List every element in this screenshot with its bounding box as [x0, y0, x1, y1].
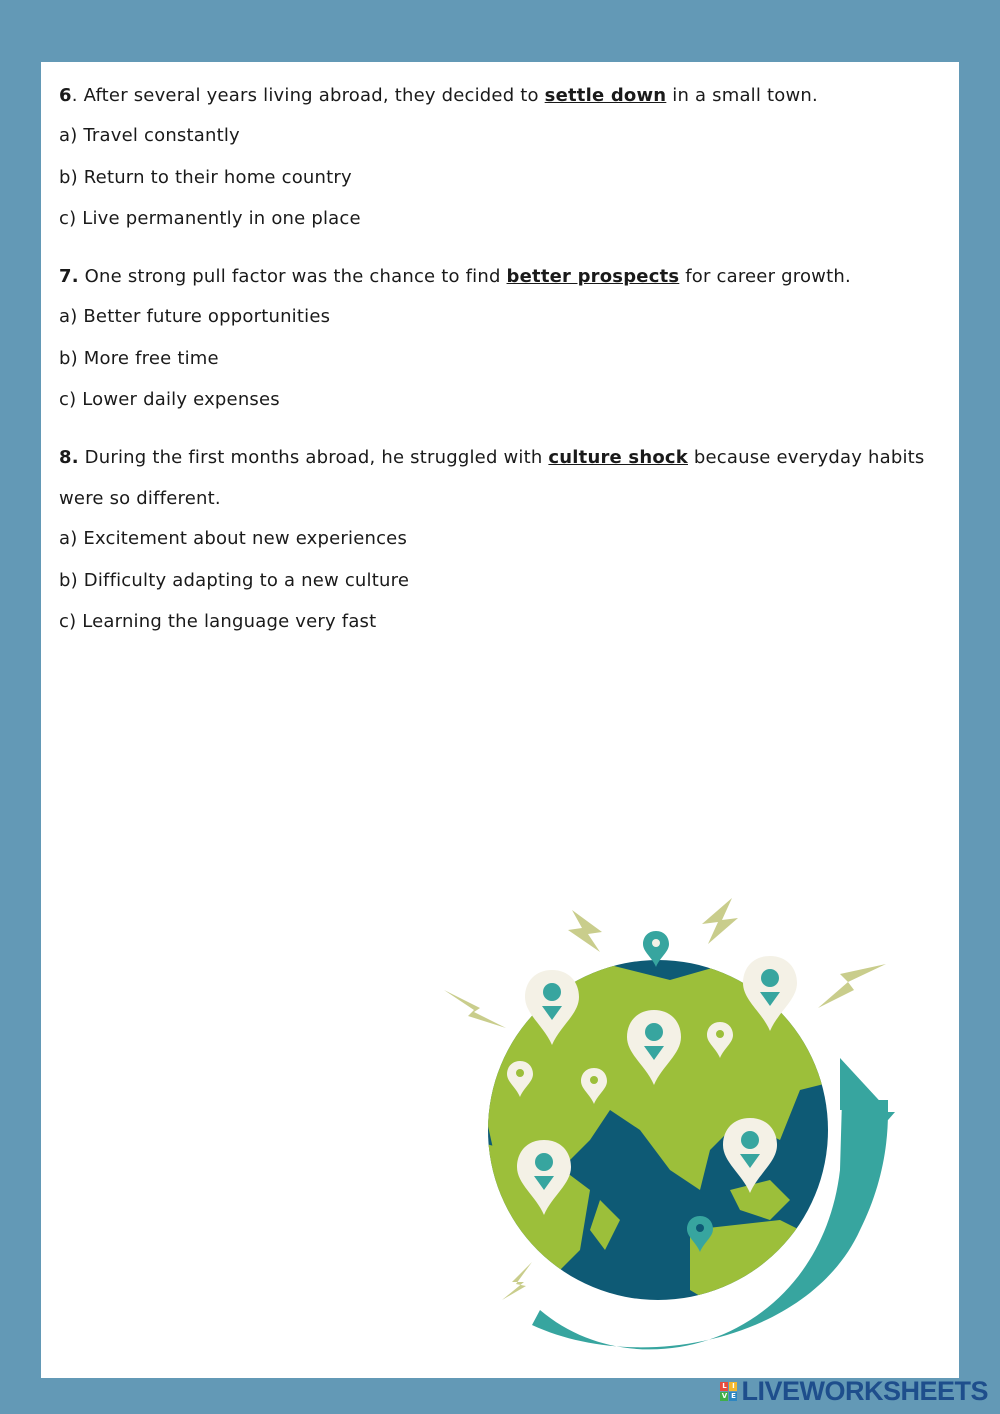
liveworksheets-logo[interactable] [720, 1376, 988, 1406]
option-6b[interactable]: b) Return to their home country [59, 167, 352, 188]
question-text-before: After several years living abroad, they decided to [77, 85, 545, 106]
question-7 [59, 256, 941, 297]
option-8c[interactable]: c) Learning the language very fast [59, 611, 377, 632]
question-6 [59, 75, 941, 116]
key-term: better prospects [506, 266, 680, 287]
option-8b[interactable]: b) Difficulty adapting to a new culture [59, 570, 410, 591]
badge-letter: E [731, 1391, 736, 1400]
question-text-after: in a small town. [666, 85, 818, 106]
option-8a[interactable]: a) Excitement about new experiences [59, 528, 408, 549]
badge-letter: I [729, 1382, 737, 1391]
question-number: 7. [59, 266, 79, 287]
option-6a[interactable]: a) Travel constantly [59, 125, 240, 146]
question-text-before: During the first months abroad, he struggled with [78, 447, 549, 468]
question-text-after: because everyday habits were so different. [59, 447, 925, 509]
question-number: 6 [59, 85, 72, 106]
question-number: 8. [59, 447, 79, 468]
brand-text: LIVEWORKSHEETS [741, 1375, 988, 1406]
option-7b[interactable]: b) More free time [59, 348, 219, 369]
globe-with-location-pins-icon [440, 890, 940, 1365]
key-term: settle down [544, 85, 667, 106]
badge-letter: L [722, 1381, 727, 1390]
option-7a[interactable]: a) Better future opportunities [59, 306, 331, 327]
question-text-before: One strong pull factor was the chance to find [78, 266, 507, 287]
badge-letter: V [721, 1391, 728, 1400]
key-term: culture shock [548, 447, 688, 468]
question-text-after: for career growth. [679, 266, 851, 287]
option-7c[interactable]: c) Lower daily expenses [59, 389, 280, 410]
option-6c[interactable]: c) Live permanently in one place [59, 208, 361, 229]
question-8 [59, 437, 941, 519]
logo-badge-icon [720, 1382, 737, 1401]
question-number-suffix: . [71, 85, 78, 106]
